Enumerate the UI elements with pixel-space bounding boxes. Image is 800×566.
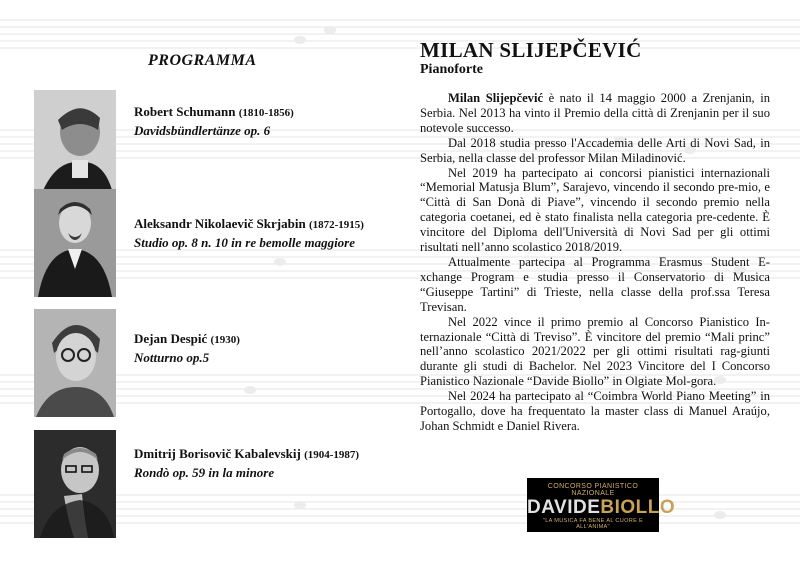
work-title: Studio op. 8 n. 10 in re bemolle maggiore (134, 235, 356, 250)
logo-top-text: CONCORSO PIANISTICO NAZIONALE (547, 483, 639, 497)
artist-name: MILAN SLIJEPČEVIĆ (420, 38, 642, 62)
bio-paragraph (420, 389, 770, 434)
programme-item (34, 309, 394, 417)
programme-title: PROGRAMMA (148, 52, 257, 69)
programme-item (34, 189, 394, 297)
programme-item (34, 90, 394, 198)
artist-biography (420, 91, 770, 434)
bio-paragraph (420, 166, 770, 255)
competition-logo (527, 478, 676, 532)
bio-text: Nel 2022 vince il primo premio al Concorso Pianistico In-ternazionale “Città di Treviso”. È vincitore del premio “Mali princ” nell’anno scolastico 2021/2022 per gli ottimi risultati rag-giunti durante gli studi di Bachelor. Nel 2023 Vincitore del I Concorso Pianistico Nazionale “Davide Biollo” in Olgiate Mol-gora. (420, 314, 770, 389)
artist-instrument: Pianoforte (420, 62, 483, 77)
bio-paragraph (420, 91, 770, 136)
composer-name: Aleksandr Nikolaevič Skrjabin (134, 216, 306, 231)
composer-years: (1872-1915) (308, 219, 364, 231)
bio-lead: Milan Slijepčević (448, 91, 544, 105)
bio-paragraph (420, 315, 770, 390)
composer-years: (1904-1987) (304, 449, 360, 461)
portrait-despic (34, 309, 116, 417)
portrait-kabalevskij (34, 430, 116, 538)
bio-paragraph (420, 136, 770, 166)
work-title: Davidsbündlertänze op. 6 (134, 123, 271, 138)
logo-tagline: "LA MUSICA FA BENE AL CUORE E ALL'ANIMA" (542, 518, 643, 530)
portrait-skrjabin (34, 189, 116, 297)
composer-name: Dmitrij Borisovič Kabalevskij (134, 446, 301, 461)
bio-text: è nato il 14 maggio 2000 a Zrenjanin, in Serbia. Nel 2013 ha vinto il Premio della città di Zrenjanin per il suo notevole successo. (420, 91, 770, 135)
work-title: Notturno op.5 (134, 350, 210, 365)
bio-text: Nel 2024 ha partecipato al “Coimbra World Piano Meeting” in Portogallo, dove ha frequentato la master class di Manuel Araújo, Johan Schmidt e Daniel Rivera. (420, 389, 770, 433)
work-title: Rondò op. 59 in la minore (134, 465, 275, 480)
bio-text: Attualmente partecipa al Programma Erasmus Student E-xchange Program e studia presso il Conservatorio di Musica “Giuseppe Tartini” di Trieste, nella classe della prof.ssa Teresa Trevisan. (420, 254, 770, 314)
bio-paragraph (420, 255, 770, 315)
bio-text: Nel 2019 ha partecipato ai concorsi pianistici internazionali “Memorial Matusja Blum”, Sarajevo, vincendo il secondo pre-mio, e “Città di San Donà di Piave”, vincendo il secondo premio nella categoria coetanei, ed è stato finalista nella categoria pre-cedente. È vincitore del Diploma dell'Università di Novi Sad per gli ottimi risultati nell’anno scolastico 2018/2019. (420, 165, 770, 255)
portrait-schumann (34, 90, 116, 198)
programme-item (34, 430, 394, 538)
composer-name: Dejan Despić (134, 331, 208, 346)
bio-text: Dal 2018 studia presso l'Accademia delle Arti di Novi Sad, in Serbia, nella classe del professor Milan Miladinović. (420, 135, 770, 165)
composer-years: (1810-1856) (238, 107, 294, 119)
logo-word-davide: DAVIDE (527, 497, 601, 518)
composer-years: (1930) (210, 334, 240, 346)
composer-name: Robert Schumann (134, 104, 236, 119)
logo-word-biollo: BIOLLO (600, 497, 676, 518)
